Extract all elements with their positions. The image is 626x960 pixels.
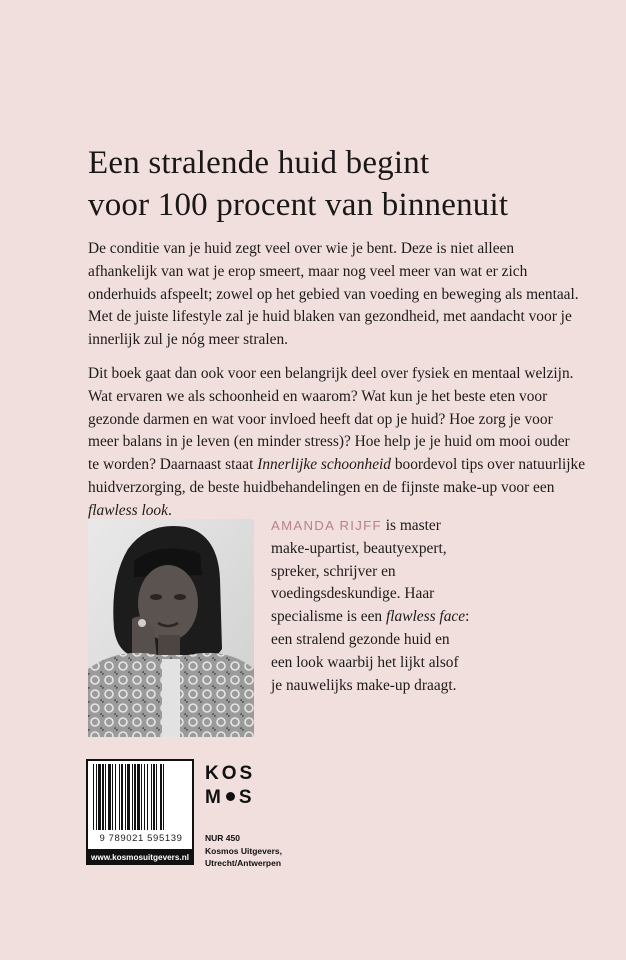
flawless-face-text: flawless face (385, 608, 466, 626)
barcode-bar (121, 764, 123, 830)
publisher-imprint (205, 832, 335, 870)
bio-line-2: make-upartist, beautyexpert, (271, 539, 447, 557)
barcode-bar (93, 764, 94, 830)
content-line-4: meer balans in je leven (en minder stress)? Hoe help je je huid om mooi ouder (88, 433, 570, 451)
author-name: AMANDA RIJFF (271, 518, 382, 533)
author-portrait-photo (88, 519, 254, 737)
barcode-bar (160, 764, 162, 830)
barcode-bar (119, 764, 120, 830)
intro-line-4: Met de juiste lifestyle zal je huid blaken van gezondheid, met aandacht voor je (88, 308, 572, 326)
content-line-5 (88, 454, 586, 477)
content-line-1: Dit boek gaat dan ook voor een belangrijk deel over fysiek en mentaal welzijn. (88, 365, 574, 382)
content-line-3: gezonde darmen en wat voor invloed heeft dat op je huid? Hoe zorg je voor (88, 410, 553, 428)
barcode-bar (144, 764, 145, 830)
headline-line-1: Een stralende huid begint (88, 145, 430, 181)
bio-line-5-start: specialisme is een (271, 608, 386, 626)
barcode-bar (132, 764, 133, 830)
logo-letter-m: M (205, 787, 224, 808)
bio-line-8: je nauwelijks make-up draagt. (271, 676, 457, 694)
logo-letter-s: S (238, 787, 255, 808)
intro-line-1: De conditie van je huid zegt veel over wie je bent. Deze is niet alleen (88, 240, 515, 257)
bio-line-1 (271, 515, 571, 538)
content-line-7-end: . (167, 501, 172, 519)
nur-code: NUR 450 (205, 833, 240, 843)
barcode-bar (98, 764, 101, 830)
intro-line-5: innerlijk zul je nóg meer stralen. (88, 331, 289, 349)
bio-line-6: een stralend gezonde huid en (271, 630, 450, 648)
book-title: Innerlijke schoonheid (257, 456, 391, 474)
barcode-bar (151, 764, 152, 830)
isbn-number: 9 789021 595139 (99, 833, 183, 844)
content-line-2: Wat ervaren we als schoonheid en waarom? Wat kun je het beste eten voor (88, 387, 548, 405)
bio-line-4: voedingsdeskundige. Haar (271, 585, 435, 603)
content-line-5-start: te worden? Daarnaast staat (88, 456, 258, 474)
isbn-barcode (86, 759, 194, 851)
barcode-bar (105, 764, 106, 830)
barcode-bar (112, 764, 113, 830)
barcode-bar (156, 764, 157, 830)
publisher-name: Kosmos Uitgevers, (205, 845, 282, 856)
barcode-bar (141, 764, 142, 830)
logo-row-1: KOS (205, 763, 256, 784)
logo-dot-icon (226, 792, 235, 801)
barcode-bar (134, 764, 136, 830)
kosmos-logo (205, 762, 277, 812)
bio-line-1-text: is master (381, 517, 441, 534)
barcode-bar (96, 764, 97, 830)
content-paragraph (88, 363, 586, 523)
intro-line-3: onderhuids afspeelt; zowel op het gebied van voeding en beweging als mentaal. (88, 285, 579, 303)
barcode-bar (102, 764, 104, 830)
author-portrait-icon (88, 519, 254, 737)
publisher-city: Utrecht/Antwerpen (205, 858, 282, 868)
bio-line-7: een look waarbij het lijkt alsof (271, 653, 459, 671)
flawless-look-text: flawless look (88, 501, 168, 519)
headline (88, 142, 568, 226)
content-line-6: huidverzorging, de beste huidbehandelingen en de fijnste make-up voor een (88, 478, 555, 496)
barcode-bar (127, 764, 130, 830)
barcode-bar (108, 764, 111, 830)
intro-line-2: afhankelijk van wat je erop smeert, maar nog veel meer van wat er zich (88, 262, 528, 280)
author-bio (271, 515, 571, 697)
barcode-bar (147, 764, 148, 830)
barcode-bar (125, 764, 126, 830)
bio-line-5-end: : (465, 608, 470, 626)
intro-paragraph (88, 238, 579, 352)
logo-row-2 (205, 786, 277, 810)
barcode-icon (91, 764, 191, 832)
barcode-bar (137, 764, 140, 830)
headline-line-2: voor 100 procent van binnenuit (88, 187, 509, 223)
barcode-bar (163, 764, 164, 830)
bio-line-3: spreker, schrijver en (271, 562, 396, 580)
barcode-bar (115, 764, 116, 830)
barcode-bar (153, 764, 155, 830)
content-line-5-end: boordevol tips over natuurlijke (391, 456, 586, 474)
bio-line-5 (271, 606, 571, 629)
publisher-url: www.kosmosuitgevers.nl (86, 851, 194, 865)
